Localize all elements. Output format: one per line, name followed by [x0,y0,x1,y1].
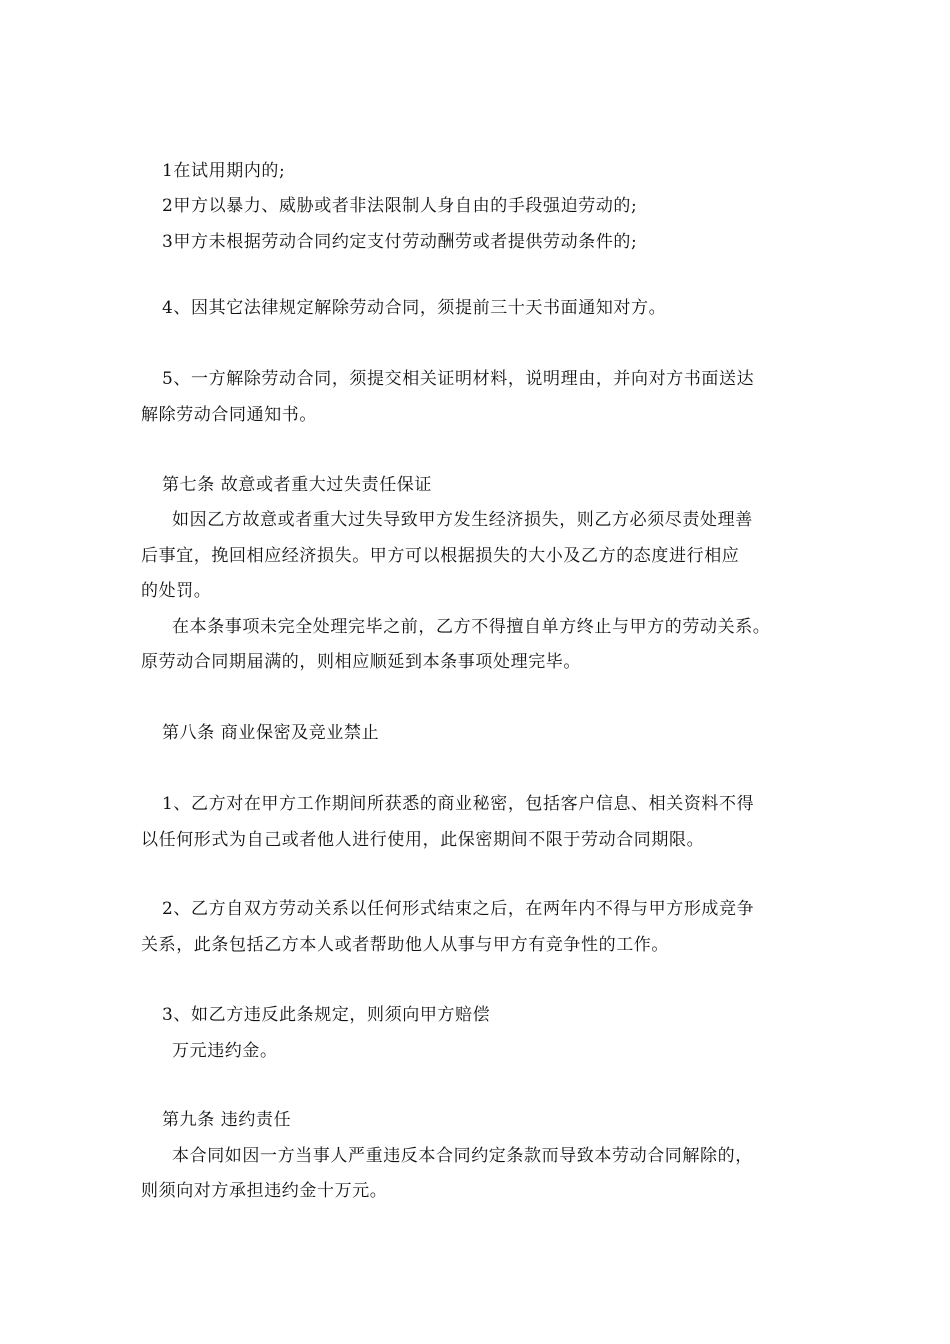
article-8-item-1-line-2: 以任何形式为自己或者他人进行使用，此保密期间不限于劳动合同期限。 [141,830,705,850]
clause-4-text: 4、因其它法律规定解除劳动合同，须提前三十天书面通知对方。 [162,298,667,318]
list-item-forced-labor: 2甲方以暴力、威胁或者非法限制人身自由的手段强迫劳动的; [162,196,638,216]
list-item-unpaid-remuneration: 3甲方未根据劳动合同约定支付劳动酬劳或者提供劳动条件的; [162,232,638,252]
article-7-paragraph-1-line-2: 后事宜，挽回相应经济损失。甲方可以根据损失的大小及乙方的态度进行相应 [141,546,740,566]
article-8-item-3-line-1: 3、如乙方违反此条规定，则须向甲方赔偿 [162,1005,491,1025]
article-9-heading: 第九条 违约责任 [162,1110,292,1130]
article-7-paragraph-2-line-1: 在本条事项未完全处理完毕之前，乙方不得擅自单方终止与甲方的劳动关系。 [172,617,771,637]
article-8-heading: 第八条 商业保密及竞业禁止 [162,723,380,743]
article-7-paragraph-1-line-1: 如因乙方故意或者重大过失导致甲方发生经济损失，则乙方必须尽责处理善 [172,510,753,530]
article-8-item-2-line-2: 关系，此条包括乙方本人或者帮助他人从事与甲方有竞争性的工作。 [141,935,669,955]
article-9-paragraph-line-1: 本合同如因一方当事人严重违反本合同约定条款而导致本劳动合同解除的， [172,1146,753,1166]
article-8-item-1-line-1: 1、乙方对在甲方工作期间所获悉的商业秘密，包括客户信息、相关资料不得 [162,794,755,814]
clause-5-text-line-1: 5、一方解除劳动合同，须提交相关证明材料，说明理由，并向对方书面送达 [162,369,755,389]
article-7-paragraph-2-line-2: 原劳动合同期届满的，则相应顺延到本条事项处理完毕。 [141,652,581,672]
article-7-paragraph-1-line-3: 的处罚。 [141,581,212,601]
clause-5-text-line-2: 解除劳动合同通知书。 [141,405,317,425]
article-9-paragraph-line-2: 则须向对方承担违约金十万元。 [141,1181,388,1201]
article-8-item-2-line-1: 2、乙方自双方劳动关系以任何形式结束之后，在两年内不得与甲方形成竞争 [162,899,755,919]
article-7-heading: 第七条 故意或者重大过失责任保证 [162,475,433,495]
list-item-trial-period: 1在试用期内的; [162,161,286,181]
article-8-item-3-line-2: 万元违约金。 [172,1041,278,1061]
